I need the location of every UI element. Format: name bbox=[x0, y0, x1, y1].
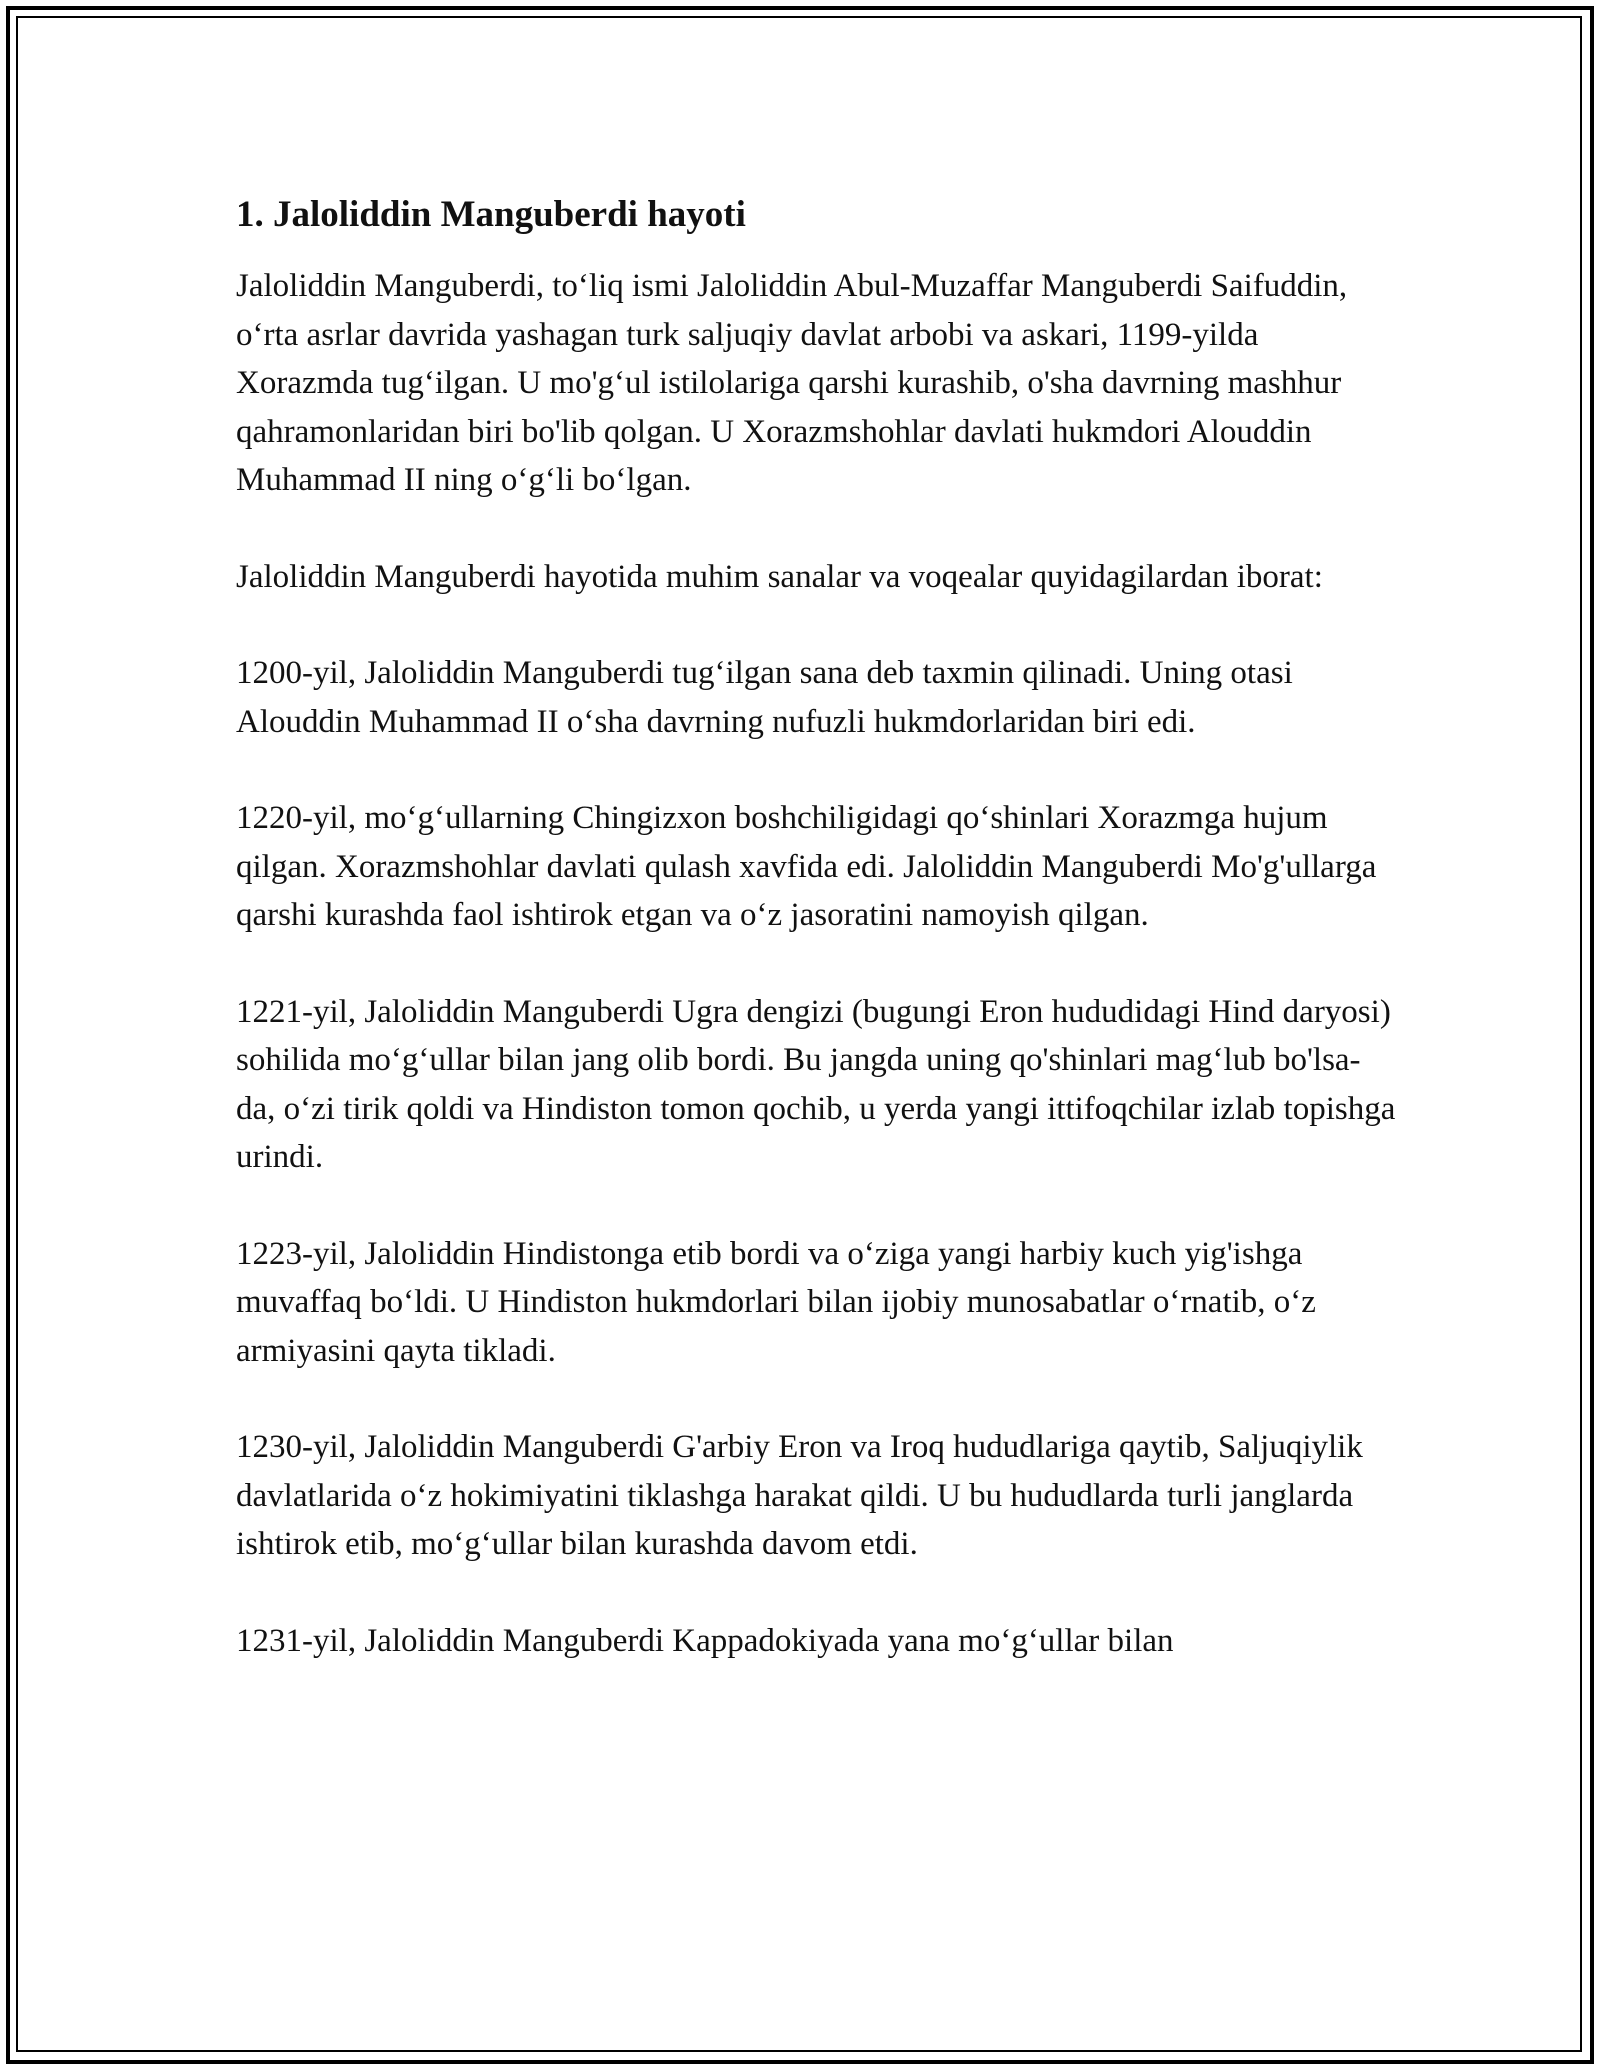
paragraph-1223: 1223-yil, Jaloliddin Hindistonga etib bordi va o‘ziga yangi harbiy kuch yig'ishga muvaffaq bo‘ldi. U Hindiston hukmdorlari bilan ijobiy munosabatlar o‘rnatib, o‘z armiyasini qayta tikladi. bbox=[236, 1235, 1316, 1369]
section-heading: 1. Jaloliddin Manguberdi hayoti bbox=[236, 194, 746, 235]
paragraph-1200: 1200-yil, Jaloliddin Manguberdi tug‘ilgan sana deb taxmin qilinadi. Uning otasi Alouddin Muhammad II o‘sha davrning nufuzli hukmdorlaridan biri edi. bbox=[236, 655, 1293, 740]
paragraph-1221: 1221-yil, Jaloliddin Manguberdi Ugra dengizi (bugungi Eron hududidagi Hind daryosi) sohilida mo‘g‘ullar bilan jang olib bordi. Bu jangda uning qo'shinlari mag‘lub bo'lsa-da, o‘zi tirik qoldi va Hindiston tomon qochib, u yerda yangi ittifoqchilar izlab topishga urindi. bbox=[236, 993, 1396, 1175]
paragraph-intro: Jaloliddin Manguberdi, to‘liq ismi Jaloliddin Abul-Muzaffar Manguberdi Saifuddin, o‘rta asrlar davrida yashagan turk saljuqiy davlat arbobi va askari, 1199-yilda Xorazmda tug‘ilgan. U mo'g‘ul istilolariga qarshi kurashib, o'sha davrning mashhur qahramonlaridan biri bo'lib qolgan. U Xorazmshohlar davlati hukmdori Alouddin Muhammad II ning o‘g‘li bo‘lgan. bbox=[236, 268, 1348, 498]
document-body bbox=[236, 190, 1396, 1665]
paragraph-1220: 1220-yil, mo‘g‘ullarning Chingizxon boshchiligidagi qo‘shinlari Xorazmga hujum qilgan. Xorazmshohlar davlati qulash xavfida edi. Jaloliddin Manguberdi Mo'g'ullarga qarshi kurashda faol ishtirok etgan va o‘z jasoratini namoyish qilgan. bbox=[236, 800, 1377, 933]
paragraph-1230: 1230-yil, Jaloliddin Manguberdi G'arbiy Eron va Iroq hududlariga qaytib, Saljuqiylik davlatlarida o‘z hokimiyatini tiklashga harakat qildi. U bu hududlarda turli janglarda ishtirok etib, mo‘g‘ullar bilan kurashda davom etdi. bbox=[236, 1429, 1363, 1562]
paragraph-1231: 1231-yil, Jaloliddin Manguberdi Kappadokiyada yana mo‘g‘ullar bilan bbox=[236, 1622, 1174, 1659]
paragraph-dates-intro: Jaloliddin Manguberdi hayotida muhim sanalar va voqealar quyidagilardan iborat: bbox=[236, 558, 1323, 595]
